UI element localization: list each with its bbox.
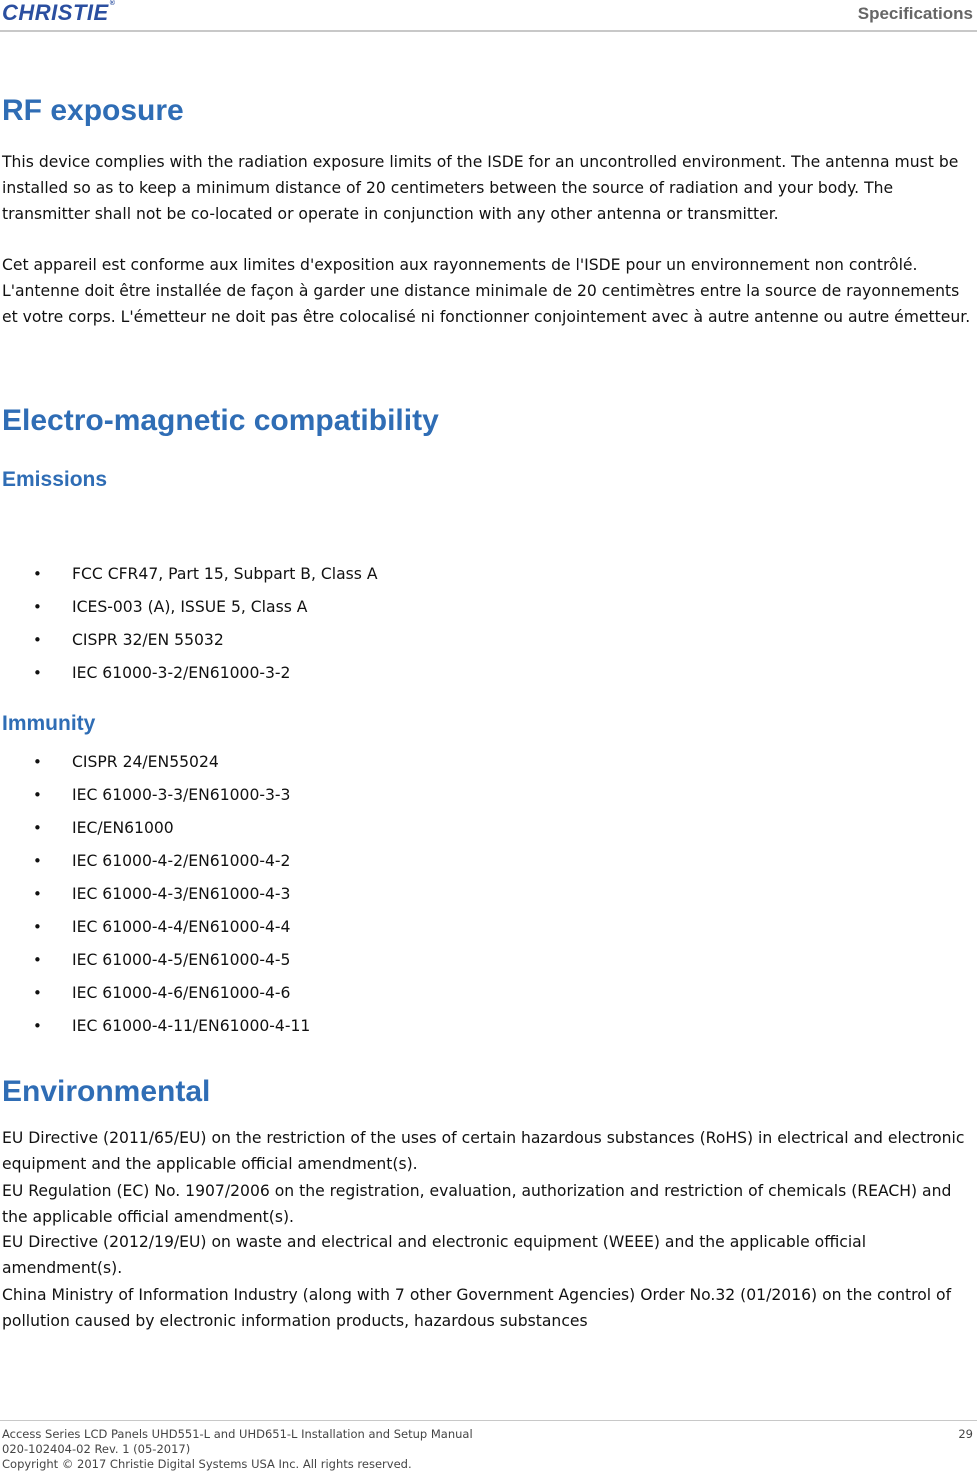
list-item-text: CISPR 24/EN55024 [72,753,219,771]
rf-exposure-heading: RF exposure [2,94,184,127]
bullet-icon: • [33,753,42,771]
logo-text: CHRISTIE [2,0,109,25]
list-item-text: IEC 61000-3-2/EN61000-3-2 [72,664,291,682]
bullet-icon: • [33,984,42,1002]
rf-paragraph-english: This device complies with the radiation exposure limits of the ISDE for an uncontrolled environment. The antenna must be installed so as to keep a minimum distance of 20 centimeters between the source of radiation and your body. The transmitter shall not be co-located or operate in conjunction with any other antenna or transmitter. [2,153,959,223]
rf-paragraph-french: Cet appareil est conforme aux limites d'exposition aux rayonnements de l'ISDE pour un environnement non contrôlé. L'antenne doit être installée de façon à garder une distance minimale de 20 centimètres entre la source de rayonnements et votre corps. L'émetteur ne doit pas être colocalisé ni fonctionner conjointement avec à autre antenne ou autre émetteur. [2,256,971,326]
environmental-paragraph: EU Regulation (EC) No. 1907/2006 on the registration, evaluation, authorization and restriction of chemicals (REACH) and the applicable official amendment(s). [2,1182,952,1226]
environmental-paragraph: EU Directive (2012/19/EU) on waste and electrical and electronic equipment (WEEE) and the applicable official amendment(s). [2,1233,867,1277]
list-item-text: CISPR 32/EN 55032 [72,631,224,649]
bullet-icon: • [33,918,42,936]
footer-copyright: Copyright © 2017 Christie Digital Systems USA Inc. All rights reserved. [2,1457,412,1471]
section-title: Specifications [857,4,973,23]
list-item-text: IEC 61000-3-3/EN61000-3-3 [72,786,291,804]
christie-logo [2,0,115,26]
list-item-text: IEC/EN61000 [72,819,174,837]
list-item-text: ICES-003 (A), ISSUE 5, Class A [72,598,308,616]
bullet-icon: • [33,1017,42,1035]
environmental-paragraph: China Ministry of Information Industry (along with 7 other Government Agencies) Order No.32 (01/2016) on the control of pollution caused by electronic information products, hazardous substances [2,1286,952,1330]
bullet-icon: • [33,786,42,804]
footer-revision: 020-102404-02 Rev. 1 (05-2017) [2,1442,191,1456]
bullet-icon: • [33,852,42,870]
list-item-text: IEC 61000-4-4/EN61000-4-4 [72,918,291,936]
bullet-icon: • [33,631,42,649]
immunity-heading: Immunity [2,712,96,735]
list-item-text: IEC 61000-4-2/EN61000-4-2 [72,852,291,870]
list-item-text: IEC 61000-4-5/EN61000-4-5 [72,951,291,969]
bullet-icon: • [33,951,42,969]
bullet-icon: • [33,565,42,583]
environmental-heading: Environmental [2,1075,211,1108]
header-divider [0,30,977,32]
bullet-icon: • [33,885,42,903]
footer-divider [0,1420,977,1421]
emissions-heading: Emissions [2,468,108,491]
environmental-paragraph: EU Directive (2011/65/EU) on the restriction of the uses of certain hazardous substances (RoHS) in electrical and electronic equipment and the applicable official amendment(s). [2,1129,965,1173]
list-item-text: IEC 61000-4-11/EN61000-4-11 [72,1017,311,1035]
list-item-text: IEC 61000-4-3/EN61000-4-3 [72,885,291,903]
bullet-icon: • [33,819,42,837]
bullet-icon: • [33,664,42,682]
page-number: 29 [958,1427,973,1441]
page-header [0,0,977,32]
footer-manual-title: Access Series LCD Panels UHD551-L and UHD651-L Installation and Setup Manual [2,1427,473,1441]
list-item-text: IEC 61000-4-6/EN61000-4-6 [72,984,291,1002]
list-item-text: FCC CFR47, Part 15, Subpart B, Class A [72,565,378,583]
emc-heading: Electro-magnetic compatibility [2,404,439,437]
registered-mark: ® [109,0,116,7]
bullet-icon: • [33,598,42,616]
page-footer [2,1427,975,1472]
